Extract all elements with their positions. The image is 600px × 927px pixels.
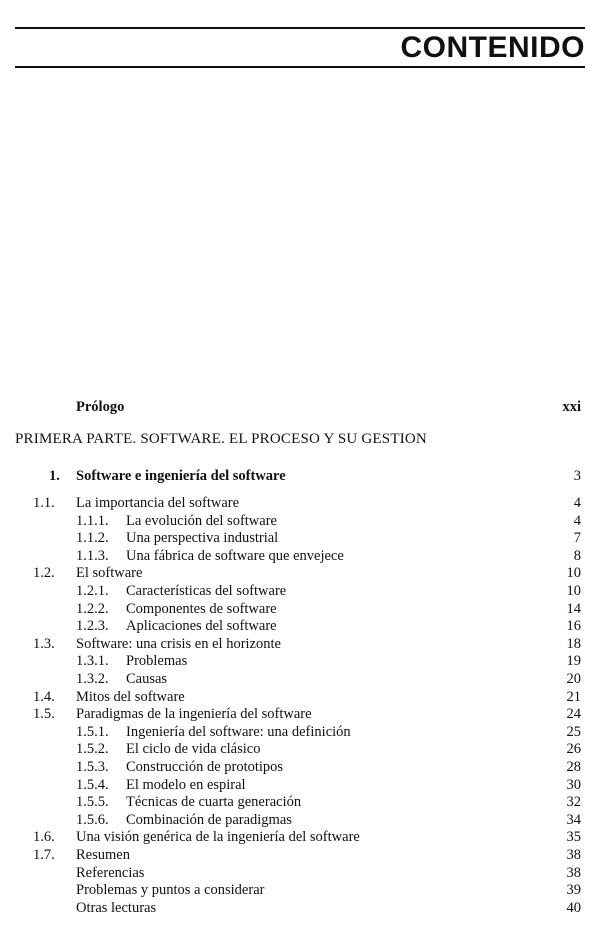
toc-entry-row [0,758,600,776]
toc-entry-page: 24 [566,706,581,723]
toc-entry-row [0,494,600,512]
toc-entry-row [0,899,600,917]
toc-entry-text: Componentes de software [126,600,277,617]
toc-entry-text: Problemas [126,653,188,670]
toc-entry-text: La importancia del software [76,495,240,511]
toc-entry-number: 1.5.1. [76,723,109,740]
toc-entry-number: 1.2.1. [76,583,109,599]
toc-entry-page: 4 [573,512,581,529]
toc-entry-page: 4 [573,495,581,511]
toc-entry-text: Técnicas de cuarta generación [126,794,302,811]
toc-entry-text: Referencias [76,864,145,881]
toc-entry-page: 19 [566,653,581,670]
toc-entry-number: 1.5.3. [76,759,109,775]
toc-entry-page: 16 [566,618,581,635]
toc-entry-row [0,811,600,829]
toc-entry-page: 38 [566,847,581,863]
toc-entry-number: 1.2. [33,565,55,582]
toc-entry-page: 26 [566,741,581,758]
toc-chapter-number: 1. [49,468,60,484]
toc-entry-page: 34 [566,811,581,828]
toc-entry-row [0,705,600,723]
toc-entry-row [0,547,600,565]
toc-entry-row [0,723,600,741]
toc-prologo-label: Prólogo [76,399,125,415]
toc-entry-page: 28 [566,759,581,775]
toc-entry-row [0,688,600,706]
toc-prologo-row [0,398,600,416]
toc-entry-page: 39 [566,882,581,899]
toc-chapter-page: 3 [573,468,581,484]
toc-entry-text: Una visión genérica de la ingeniería del software [76,829,360,846]
toc-entry-page: 14 [566,600,581,617]
toc-entry-row [0,881,600,899]
toc-entry-row [0,582,600,600]
toc-entry-page: 30 [566,776,581,793]
toc-entry-text: Resumen [76,847,130,863]
toc-entry-number: 1.5.6. [76,811,109,828]
toc-entry-row [0,635,600,653]
toc-entry-page: 21 [566,688,581,705]
toc-entry-text: Otras lecturas [76,899,157,916]
toc-entry-page: 35 [566,829,581,846]
toc-chapter-title: Software e ingeniería del software [76,468,286,484]
toc-entry-row [0,864,600,882]
toc-entry-text: El ciclo de vida clásico [126,741,261,758]
toc-entry-number: 1.5.5. [76,794,109,811]
toc-entry-page: 32 [566,794,581,811]
toc-entry-text: Ingeniería del software: una definición [126,723,351,740]
toc-entry-page: 10 [566,565,581,582]
toc-entry-number: 1.2.3. [76,618,109,635]
toc-entry-number: 1.1.1. [76,512,109,529]
toc-entry-row [0,652,600,670]
toc-entry-page: 20 [566,671,581,687]
toc-prologo-page: xxi [562,399,581,415]
toc-entry-text: Características del software [126,583,287,599]
toc-entry-page: 8 [573,547,581,564]
toc-entry-number: 1.1.3. [76,547,109,564]
toc-entry-page: 38 [566,864,581,881]
toc-entry-row [0,670,600,688]
toc-entry-page: 18 [566,635,581,652]
toc-entry-number: 1.6. [33,829,55,846]
toc-entry-text: Una perspectiva industrial [126,530,279,547]
toc-entry-number: 1.1. [33,495,55,511]
toc-entry-text: Problemas y puntos a considerar [76,882,265,899]
toc-entry-number: 1.3.2. [76,671,109,687]
toc-entry-text: Combinación de paradigmas [126,811,292,828]
toc-chapter-row [0,467,600,485]
toc-entry-text: Software: una crisis en el horizonte [76,635,281,652]
toc-entry-text: Causas [126,671,168,687]
part-title: PRIMERA PARTE. SOFTWARE. EL PROCESO Y SU GESTION [15,431,427,447]
toc-entry-text: La evolución del software [126,512,277,529]
page-title: CONTENIDO [400,31,585,64]
toc-entry-row [0,600,600,618]
toc-entry-page: 40 [566,899,581,916]
toc-entry-row [0,776,600,794]
toc-entry-row [0,617,600,635]
toc-entry-text: Mitos del software [76,688,185,705]
toc-entry-page: 10 [566,583,581,599]
toc-entry-number: 1.7. [33,847,55,863]
toc-entry-page: 7 [573,530,581,547]
toc-entry-row [0,793,600,811]
toc-entry-number: 1.2.2. [76,600,109,617]
toc-entry-text: Una fábrica de software que envejece [126,547,344,564]
toc-entry-text: El modelo en espiral [126,776,246,793]
toc-entry-text: El software [76,565,143,582]
toc-entry-row [0,564,600,582]
toc-entry-number: 1.3. [33,635,55,652]
toc-entry-text: Paradigmas de la ingeniería del software [76,706,312,723]
toc-entry-number: 1.4. [33,688,55,705]
toc-entry-page: 25 [566,723,581,740]
toc-entry-row [0,828,600,846]
toc-entry-row [0,529,600,547]
toc-entry-row [0,512,600,530]
toc-entry-row [0,846,600,864]
header-rule-bottom [15,66,585,68]
toc-entry-row [0,740,600,758]
toc-entry-number: 1.3.1. [76,653,109,670]
toc-entry-number: 1.5.4. [76,776,109,793]
toc-entry-text: Construcción de prototipos [126,759,284,775]
toc-entry-number: 1.5. [33,706,55,723]
toc-entry-number: 1.5.2. [76,741,109,758]
toc-entry-text: Aplicaciones del software [126,618,277,635]
toc-entry-number: 1.1.2. [76,530,109,547]
